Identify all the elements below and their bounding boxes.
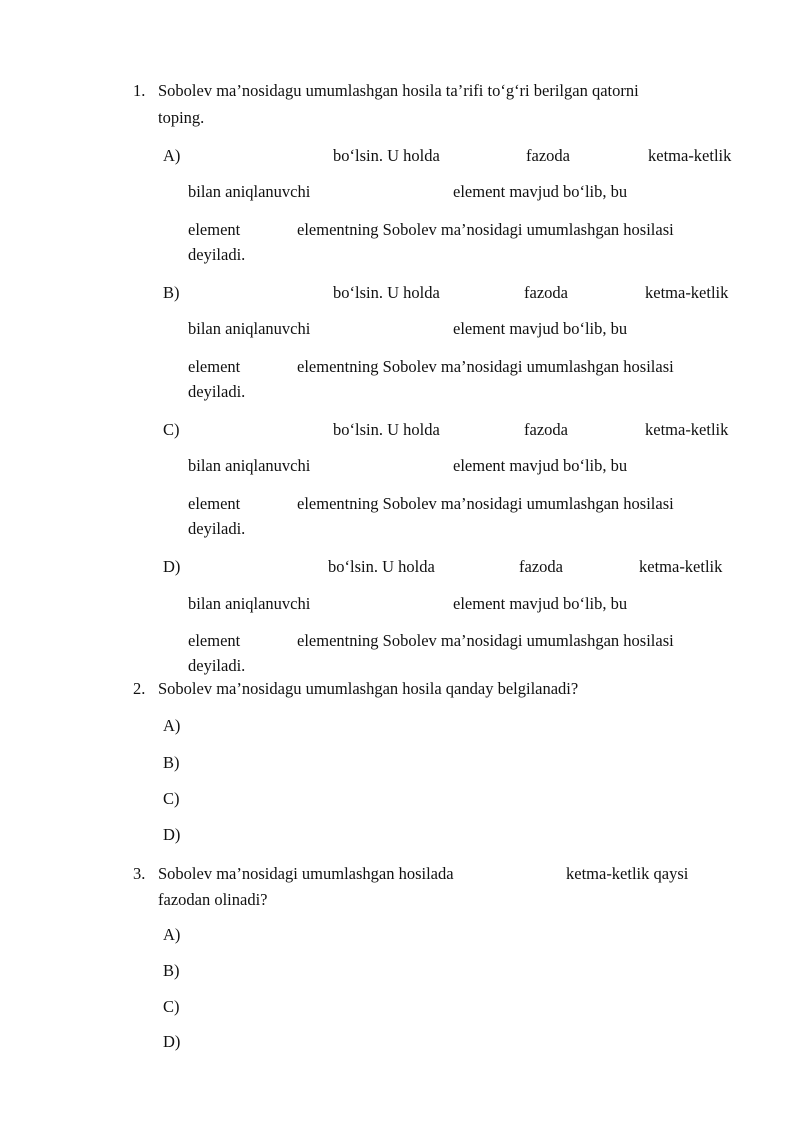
option-text: element	[188, 357, 241, 376]
option-text: elementning Sobolev ma’nosidagi umumlashgan hosilasi	[297, 357, 674, 376]
option-text: bilan aniqlanuvchi	[188, 319, 311, 338]
option-text: deyiladi.	[188, 245, 246, 264]
option-text: element	[188, 494, 241, 513]
option-text: ketma-ketlik	[639, 557, 723, 576]
option-text: elementning Sobolev ma’nosidagi umumlashgan hosilasi	[297, 631, 674, 650]
option-text: element mavjud bo‘lib, bu	[453, 182, 628, 201]
option-text: fazoda	[524, 420, 568, 439]
option-text: element mavjud bo‘lib, bu	[453, 319, 628, 338]
question-text: Sobolev ma’nosidagu umumlashgan hosila qanday belgilanadi?	[158, 679, 579, 698]
question-text: Sobolev ma’nosidagi umumlashgan hosilada	[158, 864, 454, 883]
option-text: deyiladi.	[188, 656, 246, 675]
option-d-label: D)	[163, 825, 181, 844]
option-c-label: C)	[163, 789, 180, 808]
option-text: ketma-ketlik	[645, 420, 729, 439]
option-text: fazoda	[526, 146, 570, 165]
option-text: fazoda	[524, 283, 568, 302]
question-text-continued: toping.	[158, 108, 205, 127]
option-text: bo‘lsin. U holda	[333, 146, 440, 165]
question-number: 3.	[133, 864, 146, 883]
option-text: fazoda	[519, 557, 563, 576]
option-text: ketma-ketlik	[645, 283, 729, 302]
question-text: ketma-ketlik qaysi	[566, 864, 689, 883]
option-d-label: D)	[163, 1032, 181, 1051]
option-a-label: A)	[163, 716, 181, 735]
question-text: Sobolev ma’nosidagu umumlashgan hosila ta’rifi to‘g‘ri berilgan qatorni	[158, 81, 639, 100]
option-text: element	[188, 220, 241, 239]
question-number: 1.	[133, 81, 146, 100]
option-c-label: C)	[163, 997, 180, 1016]
option-label: D)	[163, 557, 181, 576]
option-text: elementning Sobolev ma’nosidagi umumlashgan hosilasi	[297, 494, 674, 513]
option-b-label: B)	[163, 753, 180, 772]
option-a-label: A)	[163, 925, 181, 944]
option-text: element mavjud bo‘lib, bu	[453, 594, 628, 613]
option-text: bo‘lsin. U holda	[333, 420, 440, 439]
option-text: deyiladi.	[188, 382, 246, 401]
option-text: ketma-ketlik	[648, 146, 732, 165]
option-label: A)	[163, 146, 181, 165]
option-text: element	[188, 631, 241, 650]
option-text: deyiladi.	[188, 519, 246, 538]
option-label: C)	[163, 420, 180, 439]
question-text-continued: fazodan olinadi?	[158, 890, 268, 909]
option-b-label: B)	[163, 961, 180, 980]
option-text: bilan aniqlanuvchi	[188, 182, 311, 201]
option-text: bilan aniqlanuvchi	[188, 594, 311, 613]
option-label: B)	[163, 283, 180, 302]
option-text: bo‘lsin. U holda	[333, 283, 440, 302]
option-text: elementning Sobolev ma’nosidagi umumlashgan hosilasi	[297, 220, 674, 239]
question-number: 2.	[133, 679, 146, 698]
option-text: element mavjud bo‘lib, bu	[453, 456, 628, 475]
option-text: bo‘lsin. U holda	[328, 557, 435, 576]
option-text: bilan aniqlanuvchi	[188, 456, 311, 475]
